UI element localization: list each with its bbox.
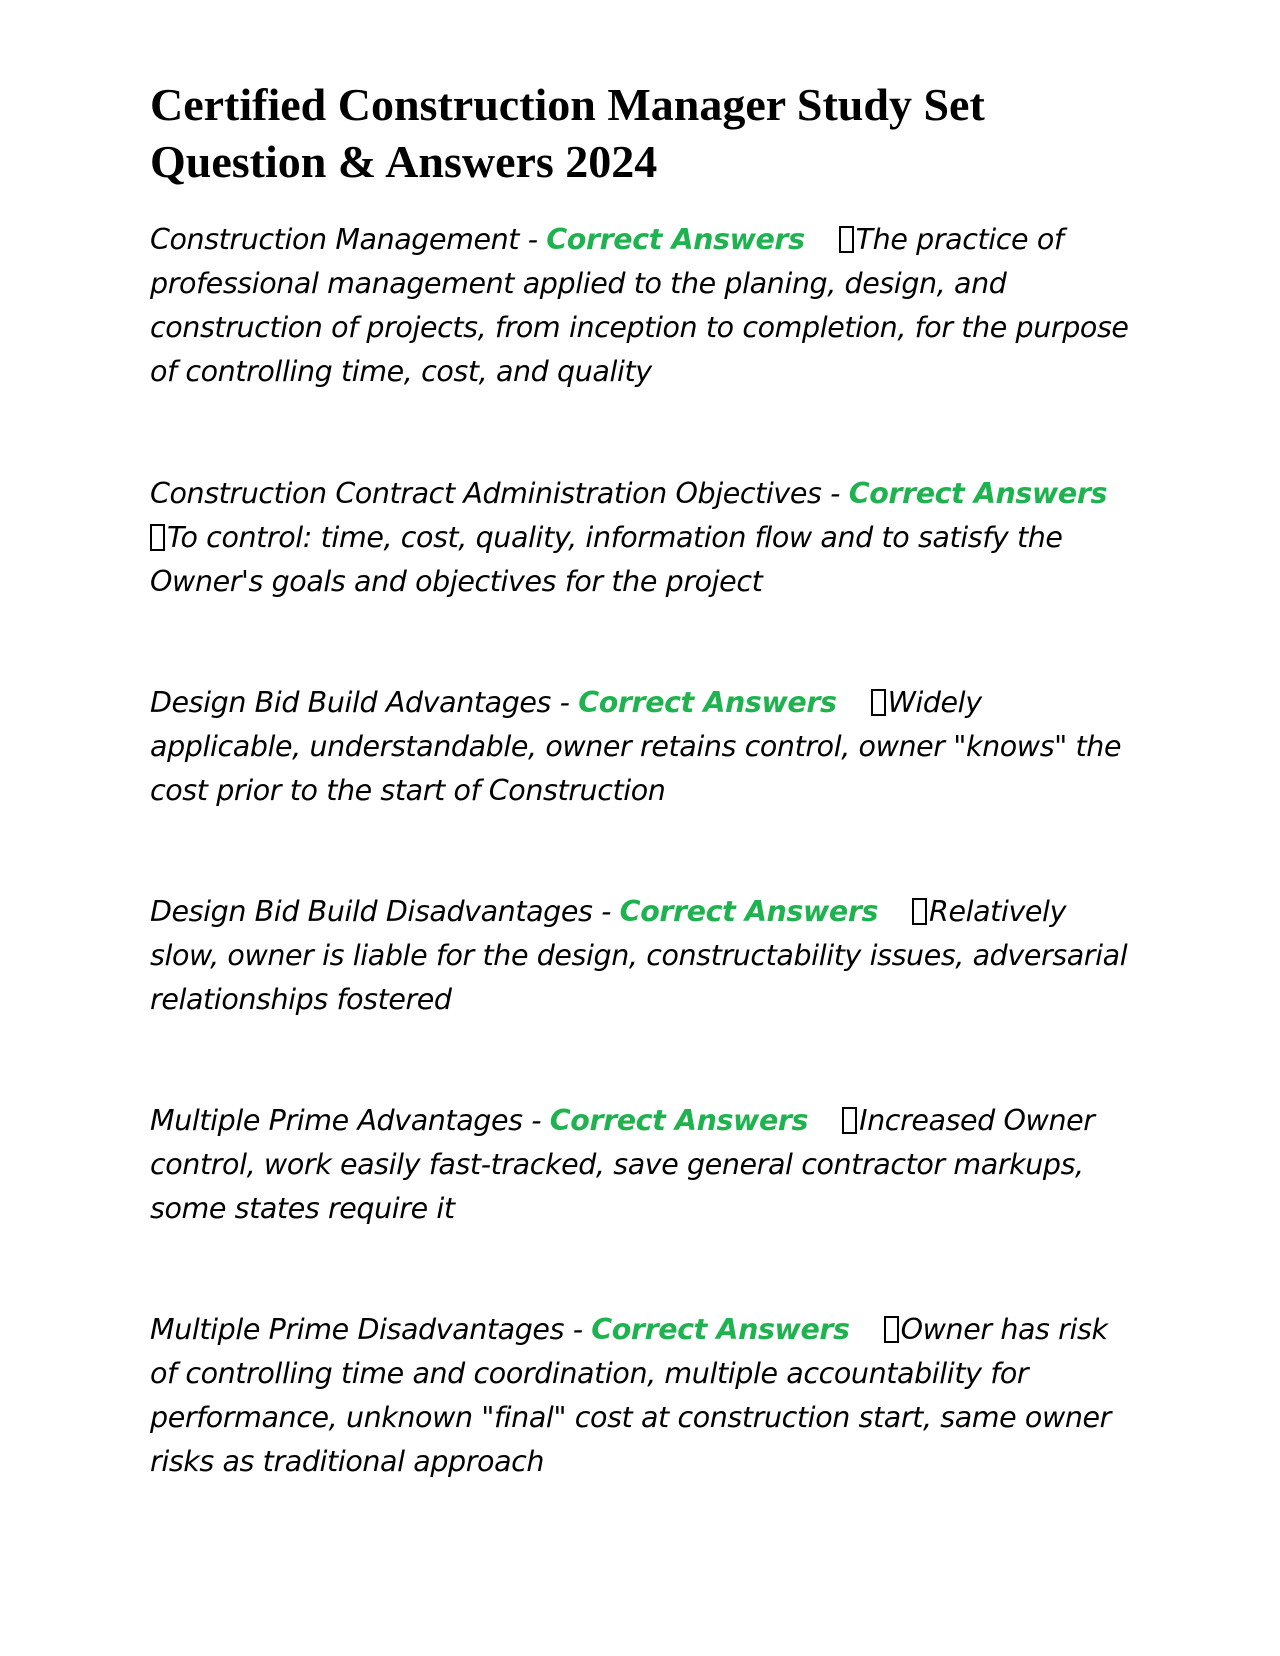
qa-term: Design Bid Build Disadvantages — [150, 895, 593, 928]
qa-term: Multiple Prime Disadvantages — [150, 1313, 565, 1346]
qa-term: Multiple Prime Advantages — [150, 1104, 523, 1137]
qa-item — [150, 472, 1130, 604]
qa-answer: The practice of professional management applied to the planing, design, and construction of projects, from inception to completion, for the purpose of controlling time, cost, and quality — [150, 223, 1129, 388]
qa-answer: To control: time, cost, quality, information flow and to satisfy the Owner's goals and objectives for the project — [150, 521, 1063, 598]
correct-answers-label: Correct Answers — [619, 895, 879, 928]
qa-answer: Increased Owner control, work easily fast-tracked, save general contractor markups, some states require it — [150, 1104, 1095, 1225]
qa-item — [150, 890, 1130, 1022]
document-title: Certified Construction Manager Study Set Question & Answers 2024 — [150, 79, 985, 187]
qa-item — [150, 1308, 1130, 1484]
qa-answer: Owner has risk of controlling time and coordination, multiple accountability for performance, unknown "final" cost at construction start, same owner risks as traditional approach — [150, 1313, 1111, 1478]
missing-glyph-box-icon — [150, 524, 165, 551]
missing-glyph-box-icon — [871, 689, 886, 716]
qa-separator: - — [522, 1104, 550, 1137]
missing-glyph-box-icon — [839, 226, 854, 253]
qa-separator: - — [519, 223, 547, 256]
missing-glyph-box-icon — [842, 1107, 857, 1134]
qa-separator: - — [564, 1313, 592, 1346]
correct-answers-label: Correct Answers — [549, 1104, 809, 1137]
qa-separator: - — [550, 686, 579, 719]
correct-answers-label: Correct Answers — [578, 686, 837, 719]
qa-item — [150, 1099, 1130, 1231]
qa-item — [150, 218, 1130, 394]
qa-item — [150, 681, 1130, 813]
qa-answer: Relatively slow, owner is liable for the design, constructability issues, adversarial relationships fostered — [150, 895, 1128, 1016]
qa-term: Construction Contract Administration Objectives — [150, 477, 822, 510]
missing-glyph-box-icon — [912, 898, 927, 925]
qa-separator: - — [592, 895, 620, 928]
correct-answers-label: Correct Answers — [848, 477, 1108, 510]
qa-term: Construction Management — [150, 223, 520, 256]
correct-answers-label: Correct Answers — [591, 1313, 850, 1346]
qa-term: Design Bid Build Advantages — [150, 686, 551, 719]
missing-glyph-box-icon — [884, 1316, 899, 1343]
correct-answers-label: Correct Answers — [546, 223, 805, 256]
qa-answer: Widely applicable, understandable, owner retains control, owner "knows" the cost prior to the start of Construction — [150, 686, 1122, 807]
qa-separator: - — [821, 477, 849, 510]
